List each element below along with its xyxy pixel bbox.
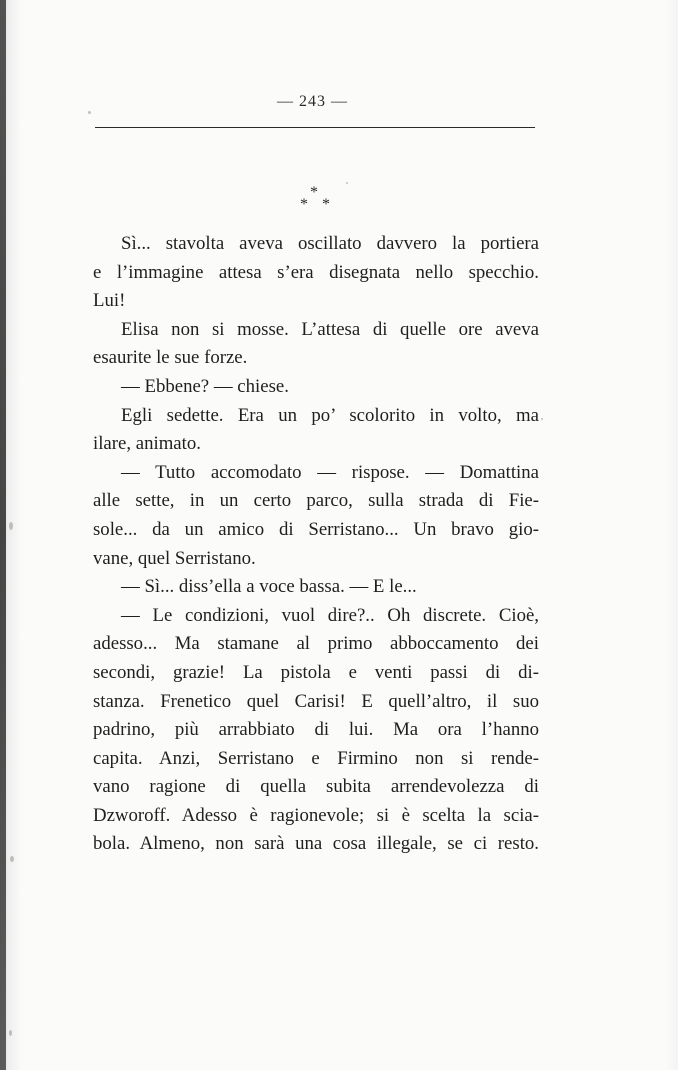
text-line: capita. Anzi, Serristano e Firmino non si rende- xyxy=(93,747,539,769)
section-break-asterism xyxy=(298,184,338,213)
text-line: — Ebbene? — chiese. xyxy=(121,375,289,397)
paper-speck xyxy=(9,1030,12,1036)
text-line: esaurite le sue forze. xyxy=(93,347,248,369)
text-line: — Le condizioni, vuol dire?.. Oh discrete. Cioè, xyxy=(121,604,539,626)
paper-speck xyxy=(541,418,543,420)
text-line: stanza. Frenetico quel Carisi! E quell’altro, il suo xyxy=(93,690,539,712)
text-line: Lui! xyxy=(93,290,126,312)
header-rule xyxy=(95,127,535,128)
asterism-star: * xyxy=(300,196,308,213)
text-line: Sì... stavolta aveva oscillato davvero la portiera xyxy=(121,233,539,254)
body-text xyxy=(93,230,539,859)
text-line: padrino, più arrabbiato di lui. Ma ora l’hanno xyxy=(93,719,539,741)
text-line: Elisa non si mosse. L’attesa di quelle ore aveva xyxy=(121,318,539,340)
text-line: e l’immagine attesa s’era disegnata nello specchio. xyxy=(93,261,539,283)
text-line: adesso... Ma stamane al primo abboccamento dei xyxy=(93,633,539,655)
paper-speck xyxy=(88,111,91,114)
text-line: Egli sedette. Era un po’ scolorito in volto, ma xyxy=(121,404,539,426)
text-line: vane, quel Serristano. xyxy=(93,547,256,569)
text-line: alle sette, in un certo parco, sulla strada di Fie- xyxy=(93,490,539,512)
paper-speck xyxy=(10,856,14,862)
text-line: secondi, grazie! La pistola e venti passi di di- xyxy=(93,661,539,683)
page-binding-edge xyxy=(0,0,6,1070)
asterism-star: * xyxy=(310,184,318,201)
text-line: bola. Almeno, non sarà una cosa illegale, se ci resto. xyxy=(93,833,539,855)
text-line: — Sì... diss’ella a voce bassa. — E le... xyxy=(121,576,417,598)
text-line: vano ragione di quella subita arrendevolezza di xyxy=(93,776,539,798)
paper-speck xyxy=(9,522,13,530)
paper-speck xyxy=(346,182,348,184)
text-line: ilare, animato. xyxy=(93,433,201,455)
page-number: — 243 — xyxy=(277,93,348,110)
text-line: sole... da un amico di Serristano... Un bravo gio- xyxy=(93,518,539,540)
text-line: — Tutto accomodato — rispose. — Domattina xyxy=(121,461,539,483)
asterism-star: * xyxy=(322,196,330,213)
text-line: Dzworoff. Adesso è ragionevole; si è scelta la scia- xyxy=(93,804,539,826)
